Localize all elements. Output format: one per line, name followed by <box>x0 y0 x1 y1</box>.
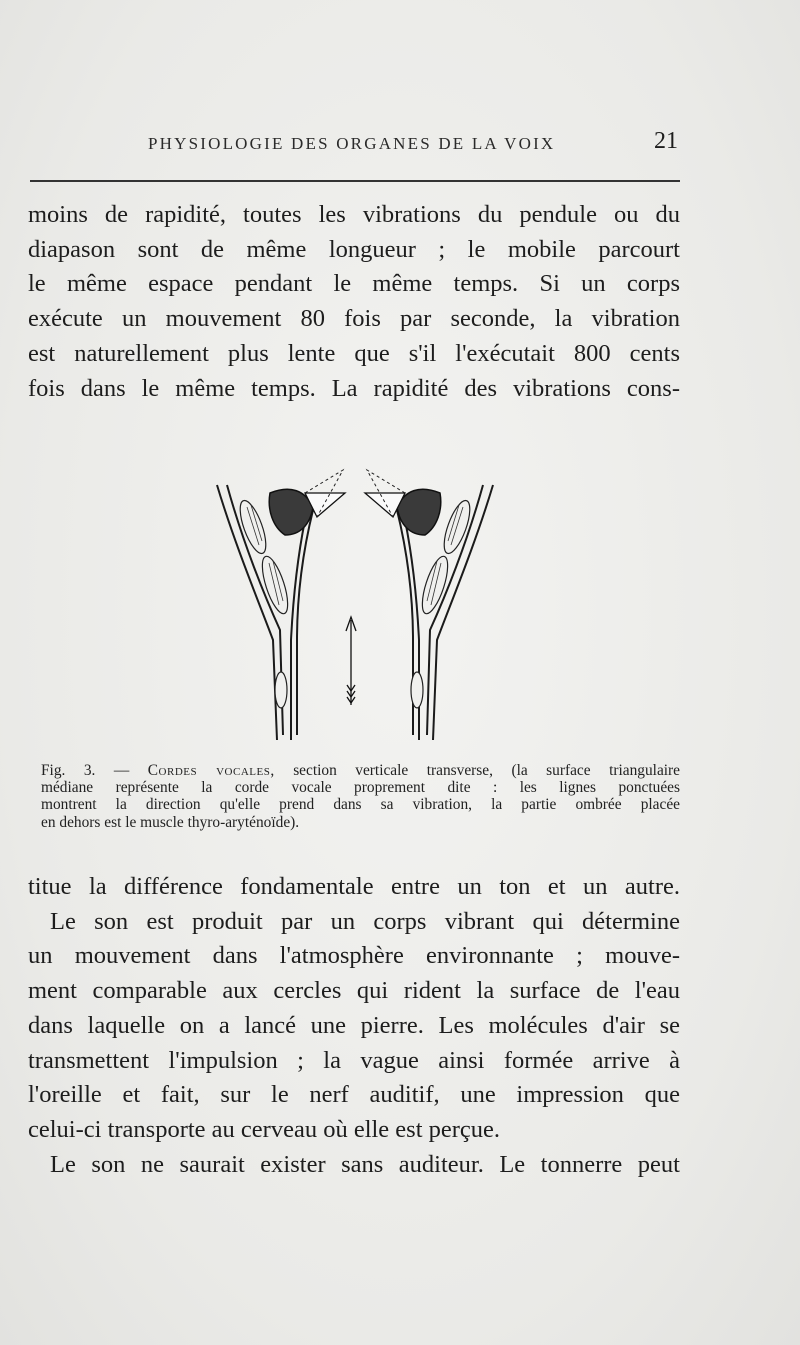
left-ventricle-bottom <box>275 672 287 708</box>
left-ventricle-lower <box>257 554 293 617</box>
caption-line-1 <box>28 762 680 779</box>
text-line: un mouvement dans l'atmosphère environnante ; mouve- <box>28 942 680 970</box>
paragraph-top <box>28 198 680 406</box>
left-inner-wall-2 <box>297 510 313 735</box>
caption-line: montrent la direction qu'elle prend dans sa vibration, la partie ombrée placée <box>41 796 680 814</box>
airflow-arrow <box>346 617 356 705</box>
text-line: moins de rapidité, toutes les vibrations du pendule ou du <box>28 201 680 228</box>
text-line: l'oreille et fait, sur le nerf auditif, une impression que <box>28 1081 680 1109</box>
text-line: transmettent l'impulsion ; la vague ainsi formée arrive à <box>28 1046 680 1074</box>
text-line: celui-ci transporte au cerveau où elle est perçue. <box>28 1115 501 1143</box>
text-line: Le son ne saurait exister sans auditeur. Le tonnerre peut <box>50 1150 680 1178</box>
text-line: exécute un mouvement 80 fois par seconde, la vibration <box>28 305 680 333</box>
text-line: Le son est produit par un corps vibrant qui détermine <box>50 907 680 935</box>
right-inner-wall-2 <box>397 510 413 735</box>
page-number: 21 <box>654 128 678 154</box>
right-ventricle-bottom <box>411 672 423 708</box>
text-line: titue la différence fondamentale entre un ton et un autre. <box>28 873 680 900</box>
text-line: le même espace pendant le même temps. Si un corps <box>28 270 680 298</box>
text-line: est naturellement plus lente que s'il l'exécutait 800 cents <box>28 339 680 367</box>
caption-fig-label: Fig. 3. — <box>41 762 130 779</box>
header-rule <box>30 180 680 182</box>
text-line: fois dans le même temps. La rapidité des vibrations cons- <box>28 374 680 402</box>
text-line: diapason sont de même longueur ; le mobile parcourt <box>28 235 680 263</box>
right-ventricle-lower <box>417 554 453 617</box>
caption-line-1-rest: section verticale transverse, (la surface triangulaire <box>293 762 681 779</box>
vocal-cords-figure <box>205 465 505 750</box>
figure-caption <box>28 762 680 831</box>
caption-line: en dehors est le muscle thyro-aryténoïde). <box>41 813 300 831</box>
caption-title: Cordes vocales, <box>147 762 275 779</box>
paragraph-bottom <box>28 870 680 1182</box>
text-line: dans laquelle on a lancé une pierre. Les molécules d'air se <box>28 1011 680 1039</box>
caption-line: médiane représente la corde vocale proprement dite : les lignes ponctuées <box>41 779 680 797</box>
running-title: PHYSIOLOGIE DES ORGANES DE LA VOIX <box>148 134 556 153</box>
text-line: ment comparable aux cercles qui rident la surface de l'eau <box>28 977 680 1005</box>
page-header <box>30 128 678 162</box>
